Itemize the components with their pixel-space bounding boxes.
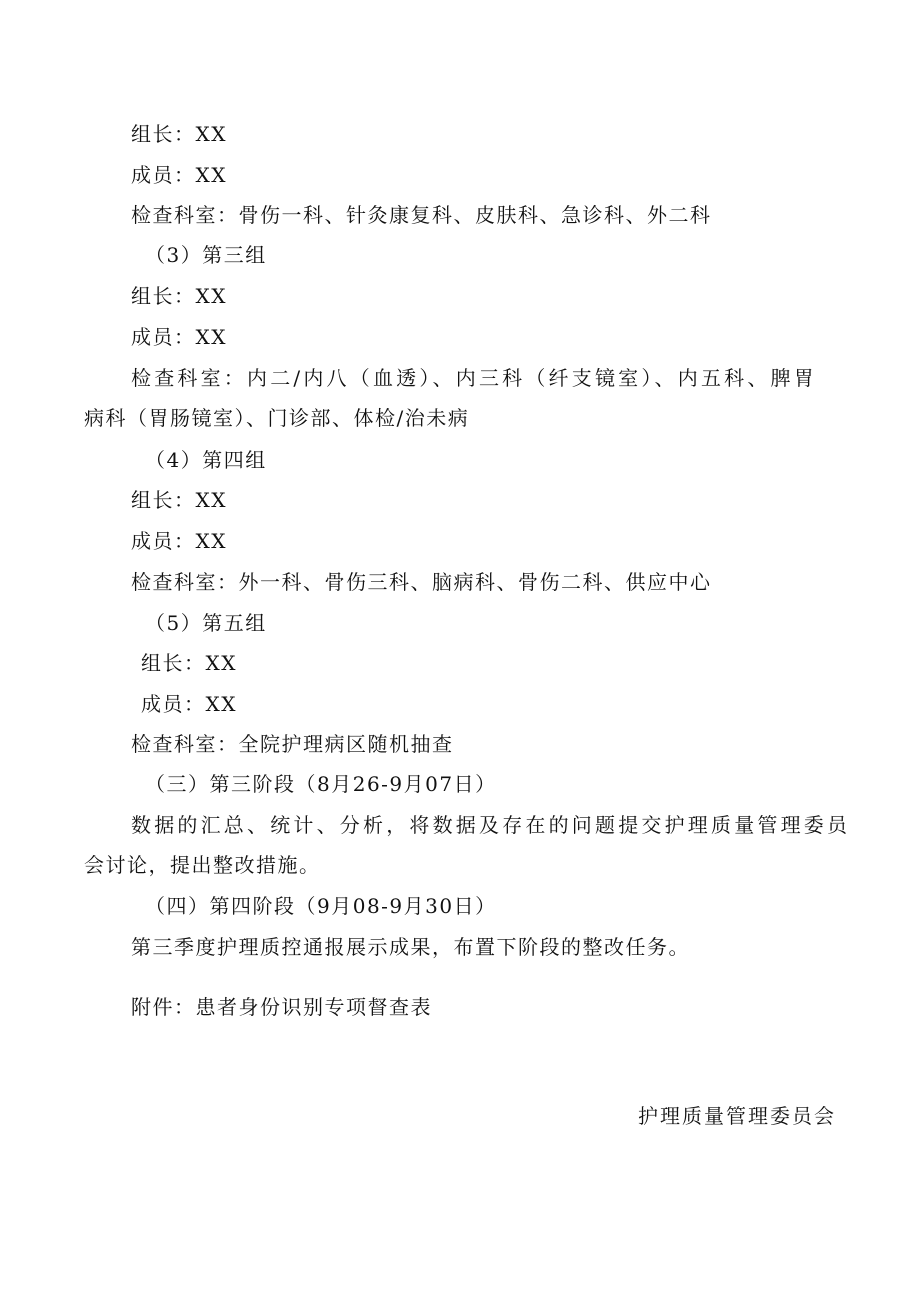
group2-leader: 组长：XX: [131, 122, 227, 146]
signature: 护理质量管理委员会: [638, 1104, 836, 1128]
group5-leader: 组长：XX: [141, 651, 237, 675]
group3-departments-line2: 病科（胃肠镜室）、门诊部、体检/治未病: [84, 406, 470, 430]
group5-departments: 检查科室：全院护理病区随机抽查: [131, 732, 454, 756]
phase3-body-line2: 会讨论，提出整改措施。: [84, 853, 321, 877]
group3-members: 成员：XX: [131, 325, 227, 349]
group2-departments: 检查科室：骨伤一科、针灸康复科、皮肤科、急诊科、外二科: [131, 203, 712, 227]
group3-heading: （3）第三组: [145, 243, 267, 267]
group5-members: 成员：XX: [141, 692, 237, 716]
phase3-body-line1: 数据的汇总、统计、分析，将数据及存在的问题提交护理质量管理委员: [131, 813, 851, 837]
group3-leader: 组长：XX: [131, 284, 227, 308]
group4-departments: 检查科室：外一科、骨伤三科、脑病科、骨伤二科、供应中心: [131, 570, 712, 594]
phase3-heading: （三）第三阶段（8月26-9月07日）: [145, 772, 497, 796]
phase4-body: 第三季度护理质控通报展示成果，布置下阶段的整改任务。: [131, 935, 690, 959]
group3-departments-line1: 检查科室：内二/内八（血透）、内三科（纤支镜室）、内五科、脾胃: [131, 366, 817, 390]
group5-heading: （5）第五组: [145, 611, 267, 635]
phase4-heading: （四）第四阶段（9月08-9月30日）: [145, 894, 497, 918]
attachment-note: 附件：患者身份识别专项督查表: [131, 995, 432, 1019]
group4-leader: 组长：XX: [131, 488, 227, 512]
group4-members: 成员：XX: [131, 529, 227, 553]
group2-members: 成员：XX: [131, 163, 227, 187]
group4-heading: （4）第四组: [145, 448, 267, 472]
